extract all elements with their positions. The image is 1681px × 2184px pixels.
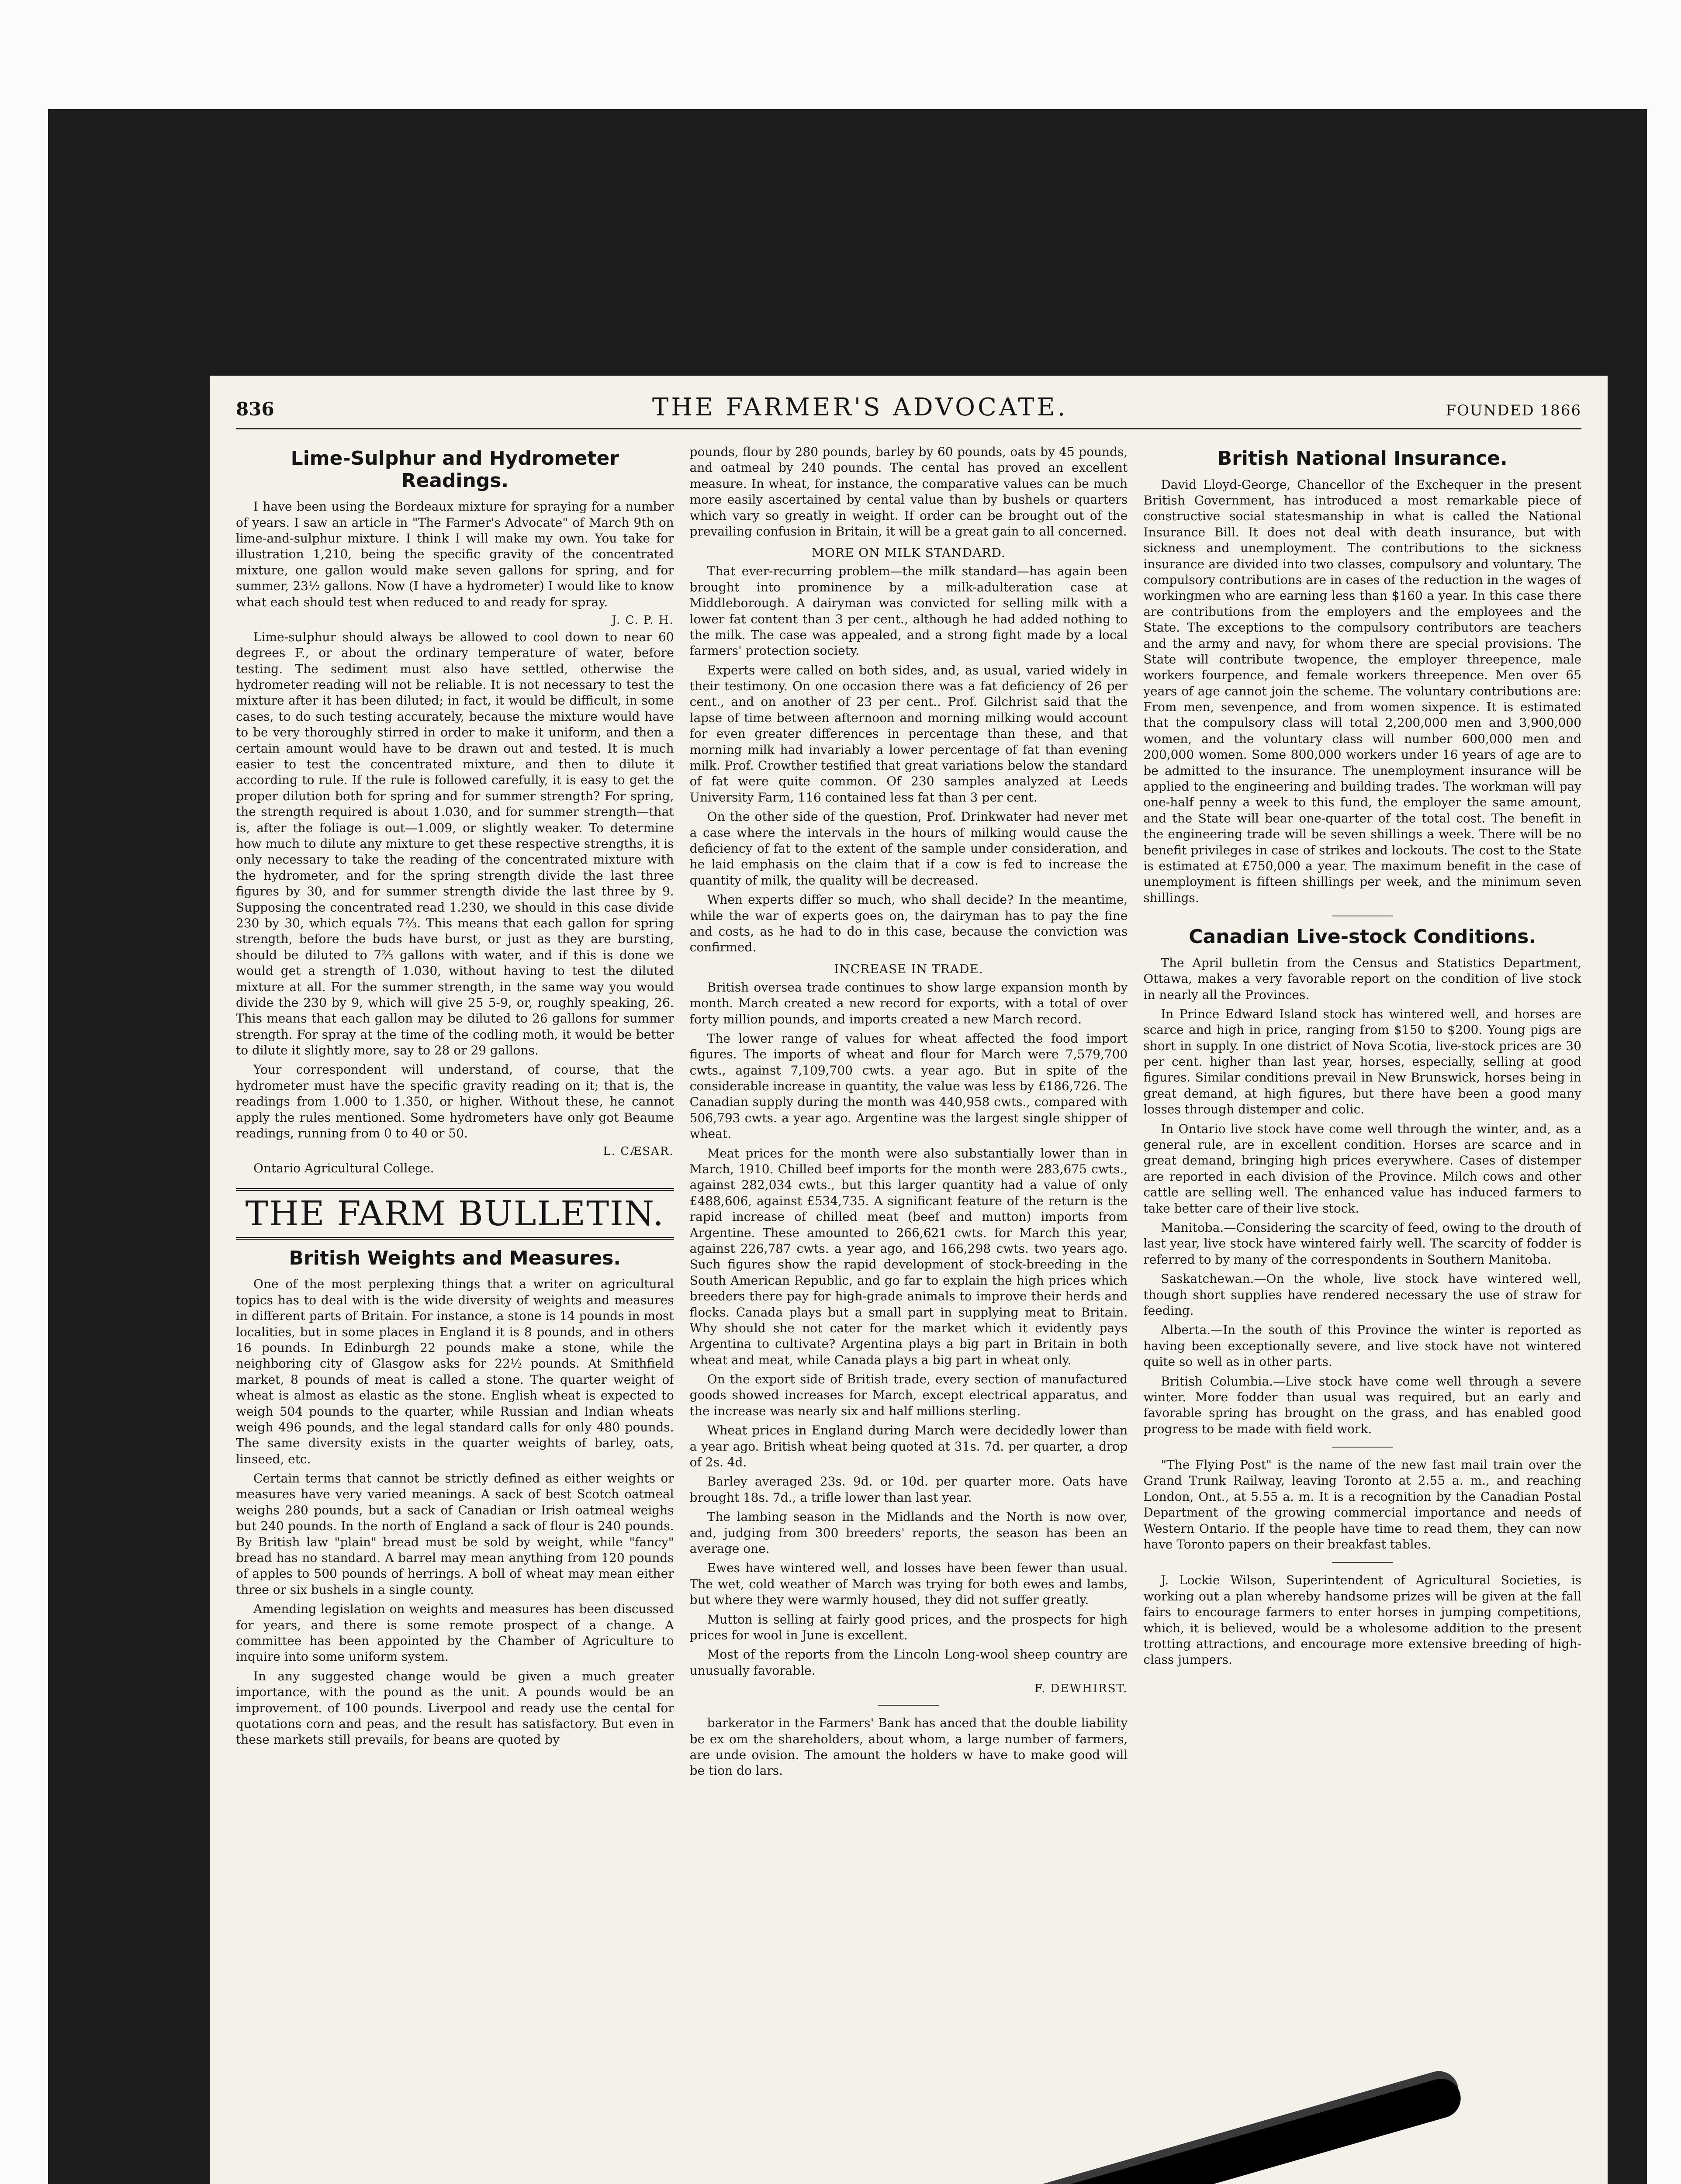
paragraph: Amending legislation on weights and measures has been discussed for years, and there is some remote prospect of a change. A committee has been appointed by the Chamber of Agriculture to inquire into some uniform system. <box>236 1602 674 1664</box>
scan-border-left <box>0 0 48 2184</box>
column-3 <box>1143 444 1581 2184</box>
paragraph: On the export side of British trade, every section of manufactured goods showed increases for March, except electrical apparatus, and the increase was nearly six and half millions sterling. <box>689 1372 1128 1418</box>
paragraph: Ewes have wintered well, and losses have been fewer than usual. The wet, cold weather of March was trying for both ewes and lambs, but where they were warmly housed, they did not suffer greatly. <box>689 1561 1128 1607</box>
masthead: THE FARMER'S ADVOCATE. <box>652 393 1068 422</box>
paragraph: One of the most perplexing things that a writer on agricultural topics has to deal with is the wide diversity of weights and measures in different parts of Britain. For instance, a stone is 14 pounds in most localities, but in some places in England it is 8 pounds, and in others 16 pounds. In Edinburgh 22 pounds make a stone, while the neighboring city of Glasgow asks for 22½ pounds. At Smithfield market, 8 pounds of meat is called a stone. The quarter weight of wheat is almost as elastic as the stone. English wheat is expected to weigh 504 pounds to the quarter, while Russian and Indian wheats weigh 496 pounds, and the legal standard calls for only 480 pounds. The same diversity exists in the quarter weights of barley, oats, linseed, etc. <box>236 1277 674 1466</box>
paragraph: barkerator in the Farmers' Bank has anced that the double liability be ex om the shareholders, about whom, a large number of farmers, are unde ovision. The amount the holders w have to make good will be tion do lars. <box>689 1716 1128 1778</box>
article-title-livestock: Canadian Live-stock Conditions. <box>1189 926 1536 948</box>
paragraph: I have been using the Bordeaux mixture for spraying for a number of years. I saw an article in "The Farmer's Advocate" of March 9th on lime-and-sulphur mixture. I think I will make my own. You take for illustration 1,210, being the specific gravity of the concentrated mixture, one gallon would make seven gallons for spring, and for summer, 23½ gallons. Now (I have a hydrometer) I would like to know what each should test when reduced to and ready for spray. <box>236 499 674 609</box>
founded-line: FOUNDED 1866 <box>1446 402 1581 419</box>
affiliation: Ontario Agricultural College. <box>253 1161 434 1176</box>
paragraph: Experts were called on both sides, and, as usual, varied widely in their testimony. On one occasion there was a fat deficiency of 26 per cent., and on another of 23 per cent.. Prof. Gilchrist said that the lapse of time between afternoon and morning milking would account for even greater differences in percentage than these, and that morning milk had invariably a lower percentage of fat than evening milk. Prof. Crowther testified that great variations below the standard of fat were quite common. Of 230 samples analyzed at Leeds University Farm, 116 contained less fat than 3 per cent. <box>689 663 1128 805</box>
paragraph: In any suggested change would be given a much greater importance, with the pound as the unit. A pounds would be an improvement. of 100 pounds. Liverpool and ready use the cental for quotations corn and peas, and the result has satisfactory. But even in these markets still prevails, for beans are quoted by <box>236 1669 674 1747</box>
paragraph: Most of the reports from the Lincoln Long-wool sheep country are unusually favorable. <box>689 1647 1128 1678</box>
paragraph: David Lloyd-George, Chancellor of the Exchequer in the present British Government, has introduced a most remarkable piece of constructive social statesmanship in what is called the National Insurance Bill. It does not deal with death insurance, but with sickness and unemployment. The contributions to the sickness insurance are divided into two classes, compulsory and voluntary. The compulsory contributions are in cases of the reduction in the wages of workingmen who are earning less than $160 a year. In this case there are contributions from the employers and the employees and the State. The exceptions to the compulsory contributors are teachers and the army and navy, for whom there are special provisions. The State will contribute twopence, the employer threepence, male workers fourpence, and female workers threepence. Men over 65 years of age cannot join the scheme. The voluntary contributions are: From men, sevenpence, and from women sixpence. It is estimated that the compulsory class will total 2,200,000 men and 3,900,000 women, and the voluntary class will number 600,000 men and 200,000 women. Some 800,000 workers under 16 years of age are to be admitted to the insurance. The unemployment insurance will be applied to the engineering and building trades. The workman will pay one-half penny a week to this fund, the employer the same amount, and the State will bear one-quarter of the total cost. The benefit in the engineering trade will be seven shillings a week. There will be no benefit privileges in case of strikes and lockouts. The cost to the State is estimated at £750,000 a year. The maximum benefit in the case of unemployment is fifteen shillings per week, and the minimum seven shillings. <box>1143 477 1582 905</box>
paragraph: Wheat prices in England during March were decidedly lower than a year ago. British wheat being quoted at 31s. 7d. per quarter, a drop of 2s. 4d. <box>689 1423 1128 1470</box>
article-title-weights: British Weights and Measures. <box>289 1247 621 1269</box>
page-header <box>236 393 1581 429</box>
article-title-insurance: British National Insurance. <box>1217 447 1508 470</box>
subheading-trade: INCREASE IN TRADE. <box>834 961 983 976</box>
paragraph: pounds, flour by 280 pounds, barley by 60 pounds, oats by 45 pounds, and oatmeal by 240 pounds. The cental has proved an excellent measure. In wheat, for instance, the comparative values can be much more easily ascertained by cental value than by bushels or quarters which vary so greatly in weight. If order can be brought out of the prevailing confusion in Britain, it will be a great gain to all concerned. <box>689 445 1128 539</box>
page-number: 836 <box>236 398 274 420</box>
paragraph: In Ontario live stock have come well through the winter, and, as a general rule, are in excellent condition. Horses are scarce and in great demand, bringing high prices everywhere. Cases of distemper are reported in each division of the Province. Milch cows and other cattle are selling well. The enhanced value has induced farmers to take better care of their live stock. <box>1143 1121 1582 1216</box>
paragraph: Alberta.—In the south of this Province the winter is reported as having been exceptionally severe, and live stock have not wintered quite so well as in other parts. <box>1143 1323 1582 1369</box>
paragraph: Barley averaged 23s. 9d. or 10d. per quarter more. Oats have brought 18s. 7d., a trifle lower than last year. <box>689 1474 1128 1505</box>
paragraph: The lambing season in the Midlands and the North is now over, and, judging from 300 breeders' reports, the season has been an average one. <box>689 1510 1128 1556</box>
paragraph: In Prince Edward Island stock has wintered well, and horses are scarce and high in price, ranging from $150 to $200. Young pigs are short in supply. In one district of Nova Scotia, live-stock prices are 30 per cent. higher than last year, horses, especially, selling at good figures. Similar conditions prevail in New Brunswick, horses being in great demand, at high figures, but there have been a good many losses through distemper and colic. <box>1143 1006 1582 1117</box>
farm-bulletin-banner: THE FARM BULLETIN. <box>236 1188 674 1240</box>
scan-border-top <box>0 0 1681 109</box>
paragraph: Certain terms that cannot be strictly defined as either weights or measures have very varied meanings. A sack of best Scotch oatmeal weighs 280 pounds, but a sack of Canadian or Irish oatmeal weighs but 240 pounds. In the north of England a sack of flour is 240 pounds. By British law "plain" bread must be sold by weight, while "fancy" bread has no standard. A barrel may mean anything from 120 pounds of apples to 500 pounds of herrings. A boll of wheat may mean either three or six bushels in a single county. <box>236 1471 674 1597</box>
signature: J. C. P. H. <box>612 613 674 627</box>
paragraph: Manitoba.—Considering the scarcity of feed, owing to the drouth of last year, live stock have wintered fairly well. The scarcity of fodder is referred to by many of the correspondents in Southern Manitoba. <box>1143 1220 1582 1267</box>
paragraph: Lime-sulphur should always be allowed to cool down to near 60 degrees F., or about the ordinary temperature of water, before testing. The sediment must also have settled, otherwise the hydrometer reading will not be reliable. It is not necessary to test the mixture after it has been diluted; in fact, it would be difficult, in some cases, to do such testing accurately, because the mixture would have to be very thoroughly stirred in order to make it uniform, and then a certain amount would have to be drawn out and tested. It is much easier to test the concentrated mixture, and then to dilute it according to rule. If the rule is followed carefully, it is easy to get the proper dilution both for spring and for summer strength? For spring, the strength required is about 1.030, and for summer strength—that is, after the foliage is out—1.009, or slightly weaker. To determine how much to dilute any mixture to get these respective strengths, it is only necessary to take the reading of the concentrated mixture with the hydrometer, and for the spring strength divide the last three figures by 30, and for summer strength divide the last three by 9. Supposing the concentrated read 1.230, we should in this case divide 230 by 30, which equals 7⅔. This means that each gallon for spring strength, before the buds have burst, or just as they are bursting, should be diluted to 7⅔ gallons with water, and if this is done we would get a strength of 1.030, without having to test the diluted mixture at all. For the summer strength, in the same way you would divide the 230 by 9, which will give 25 5-9, or, roughly speaking, 26. This means that each gallon may be diluted to 26 gallons for summer strength. For spray at the time of the codling moth, it would be better to dilute it slightly more, say to 28 or 29 gallons. <box>236 629 674 1058</box>
paragraph: Saskatchewan.—On the whole, live stock have wintered well, though short supplies have rendered necessary the use of straw for feeding. <box>1143 1272 1582 1318</box>
paragraph: On the other side of the question, Prof. Drinkwater had never met a case where the intervals in the hours of milking would cause the deficiency of fat to the extent of the sample under consideration, and he laid emphasis on the claim that if a cow is fed to increase the quantity of milk, the quality will be decreased. <box>689 809 1128 888</box>
divider <box>1332 1447 1393 1448</box>
divider <box>878 1705 939 1706</box>
paragraph: Mutton is selling at fairly good prices, and the prospects for high prices for wool in June is excellent. <box>689 1612 1128 1642</box>
newspaper-page <box>210 376 1608 2184</box>
column-1 <box>236 444 674 2184</box>
paragraph: The lower range of values for wheat affected the food import figures. The imports of wheat and flour for March were 7,579,700 cwts., against 7,109,700 cwts. a year ago. But in spite of the considerable increase in quantity, the value was less by £186,726. The Canadian supply during the month was 440,958 cwts., compared with 506,793 cwts. a year ago. Argentine was the largest single shipper of wheat. <box>689 1031 1128 1141</box>
paragraph: J. Lockie Wilson, Superintendent of Agricultural Societies, is working out a plan whereby handsome prizes will be given at the fall fairs to encourage farmers to enter horses in jumping competitions, which, it is believed, would be a wholesome addition to the present trotting attractions, and encourage more extensive breeding of high-class jumpers. <box>1143 1573 1582 1667</box>
subheading-milk-standard: MORE ON MILK STANDARD. <box>812 546 1006 560</box>
paragraph: Meat prices for the month were also substantially lower than in March, 1910. Chilled beef imports for the month were 283,675 cwts., against 282,034 cwts., but this larger quantity had a value of only £488,606, against £534,735. A significant feature of the return is the rapid increase of chilled meat (beef and mutton) imports from Argentine. These amounted to 266,621 cwts. for March this year, against 226,787 cwts. a year ago, and 166,298 cwts. two years ago. Such figures show the rapid development of stock-breeding in the South American Republic, and go far to explain the high prices which breeders there pay for high-grade animals to improve their herds and flocks. Canada plays but a small part in supplying meat to Britain. Why should she not cater for the market which it evidently pays Argentina to cultivate? Argentina plays a big part in Britain in both wheat and meat, while Canada plays a big part in wheat only. <box>689 1146 1128 1367</box>
paragraph: The April bulletin from the Census and Statistics Department, Ottawa, makes a very favorable report on the condition of live stock in nearly all the Provinces. <box>1143 955 1582 1002</box>
paragraph: When experts differ so much, who shall decide? In the meantime, while the war of experts goes on, the dairyman has to pay the fine and costs, as he had to do in this case, because the conviction was confirmed. <box>689 892 1128 955</box>
divider <box>1332 1562 1393 1563</box>
signature: L. CÆSAR. <box>603 1145 674 1158</box>
columns <box>236 444 1581 2184</box>
paragraph: British Columbia.—Live stock have come well through a severe winter. More fodder than usual was required, but an early and favorable spring has brought on the grass, and has enabled good progress to be made with field work. <box>1143 1374 1582 1436</box>
signature: F. DEWHIRST. <box>1034 1682 1128 1696</box>
paragraph: "The Flying Post" is the name of the new fast mail train over the Grand Trunk Railway, leaving Toronto at 2.55 a. m., and reaching London, Ont., at 5.55 a. m. It is a recognition by the Canadian Postal Department of the growing commercial importance and needs of Western Ontario. If the people have time to read them, they can now have Toronto papers on their breakfast tables. <box>1143 1458 1582 1552</box>
paragraph: That ever-recurring problem—the milk standard—has again been brought into prominence by a milk-adulteration case at Middleborough. A dairyman was convicted for selling milk with a lower fat content than 3 per cent., although he had added nothing to the milk. The case was appealed, and a strong fight made by a local farmers' protection society. <box>689 564 1128 658</box>
article-title-lime-sulphur: Lime-Sulphur and Hydrometer Readings. <box>291 447 619 492</box>
column-2 <box>690 444 1128 2184</box>
paragraph: Your correspondent will understand, of course, that the hydrometer must have the specific gravity reading on it; that is, the readings from 1.000 to 1.350, or higher. Without these, he cannot apply the rules mentioned. Some hydrometers have only got Beaume readings, running from 0 to 40 or 50. <box>236 1062 674 1141</box>
scan-border-right <box>1647 0 1681 2184</box>
paragraph: British oversea trade continues to show large expansion month by month. March created a new record for exports, with a total of over forty million pounds, and imports created a new March record. <box>689 980 1128 1026</box>
